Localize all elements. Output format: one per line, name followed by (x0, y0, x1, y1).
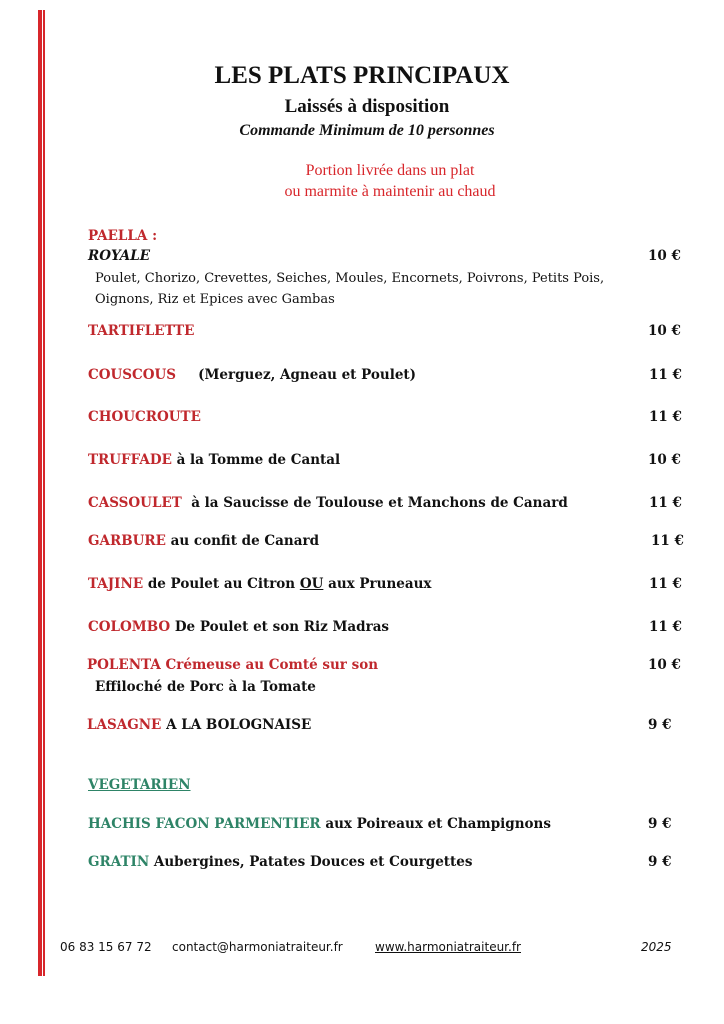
dish-couscous-line (88, 367, 416, 383)
dish-choucroute-price: 11 € (649, 409, 682, 425)
dish-tajine-name: TAJINE (88, 576, 144, 592)
delivery-note-line2: ou marmite à maintenir au chaud (284, 183, 496, 200)
dish-paella-name: PAELLA : (88, 228, 158, 244)
dish-gratin-line (88, 854, 472, 870)
footer-email[interactable]: contact@harmoniatraiteur.fr (172, 940, 343, 954)
dish-cassoulet-detail: à la Saucisse de Toulouse et Manchons de Canard (191, 495, 568, 511)
dish-gratin-name: GRATIN (88, 854, 150, 870)
dish-cassoulet-name: CASSOULET (88, 495, 182, 511)
dish-couscous-price: 11 € (649, 367, 682, 383)
page-title: LES PLATS PRINCIPAUX (214, 62, 510, 89)
dish-polenta-detail: Effiloché de Porc à la Tomate (95, 679, 316, 695)
dish-polenta-name: POLENTA Crémeuse au Comté sur son (87, 657, 379, 673)
dish-polenta-price: 10 € (648, 657, 681, 673)
dish-tajine-or: OU (299, 576, 324, 592)
dish-gratin-price: 9 € (648, 854, 672, 870)
page-subtitle: Laissés à disposition (284, 96, 450, 117)
dish-truffade-name: TRUFFADE (88, 452, 172, 468)
dish-colombo-detail: De Poulet et son Riz Madras (174, 619, 390, 635)
dish-tartiflette-price: 10 € (648, 323, 681, 339)
footer-phone: 06 83 15 67 72 (60, 940, 152, 954)
dish-couscous-name: COUSCOUS (88, 367, 177, 383)
footer-website-link[interactable]: www.harmoniatraiteur.fr (375, 940, 521, 954)
dish-gratin-detail: Aubergines, Patates Douces et Courgettes (153, 854, 473, 870)
dish-paella-price: 10 € (648, 248, 681, 264)
dish-lasagne-price: 9 € (648, 717, 672, 733)
dish-couscous-detail: (Merguez, Agneau et Poulet) (198, 367, 417, 383)
dish-truffade-line (88, 452, 340, 468)
dish-truffade-detail: à la Tomme de Cantal (176, 452, 341, 468)
dish-colombo-price: 11 € (649, 619, 682, 635)
vegetarian-heading: VEGETARIEN (88, 777, 191, 793)
dish-garbure-price: 11 € (651, 533, 684, 549)
dish-truffade-price: 10 € (648, 452, 681, 468)
dish-lasagne-detail: A LA BOLOGNAISE (166, 717, 312, 733)
left-border-bar (38, 10, 42, 976)
dish-hachis-line (88, 816, 551, 832)
dish-garbure-name: GARBURE (88, 533, 166, 549)
footer-year: 2025 (641, 940, 672, 954)
dish-hachis-price: 9 € (648, 816, 672, 832)
dish-tajine-detail-b: aux Pruneaux (328, 576, 432, 592)
dish-cassoulet-line (88, 495, 568, 511)
dish-tartiflette-name: TARTIFLETTE (88, 323, 195, 339)
dish-tajine-line (88, 576, 431, 592)
dish-colombo-name: COLOMBO (88, 619, 171, 635)
dish-tajine-detail-a: de Poulet au Citron (147, 576, 296, 592)
dish-garbure-line (88, 533, 319, 549)
dish-tajine-price: 11 € (649, 576, 682, 592)
dish-hachis-name: HACHIS FACON PARMENTIER (88, 816, 321, 832)
dish-choucroute-name: CHOUCROUTE (88, 409, 201, 425)
delivery-note-line1: Portion livrée dans un plat (305, 162, 475, 179)
dish-paella-desc-line2: Oignons, Riz et Epices avec Gambas (95, 292, 335, 307)
minimum-order-note: Commande Minimum de 10 personnes (239, 122, 495, 139)
dish-lasagne-line (87, 717, 311, 733)
dish-paella-desc-line1: Poulet, Chorizo, Crevettes, Seiches, Moules, Encornets, Poivrons, Petits Pois, (95, 271, 605, 286)
dish-hachis-detail: aux Poireaux et Champignons (325, 816, 551, 832)
dish-paella-variant: ROYALE (88, 248, 151, 264)
left-border-bar-thin (43, 10, 45, 976)
dish-lasagne-name: LASAGNE (87, 717, 162, 733)
dish-cassoulet-price: 11 € (649, 495, 682, 511)
dish-garbure-detail: au confit de Canard (170, 533, 320, 549)
dish-colombo-line (88, 619, 389, 635)
